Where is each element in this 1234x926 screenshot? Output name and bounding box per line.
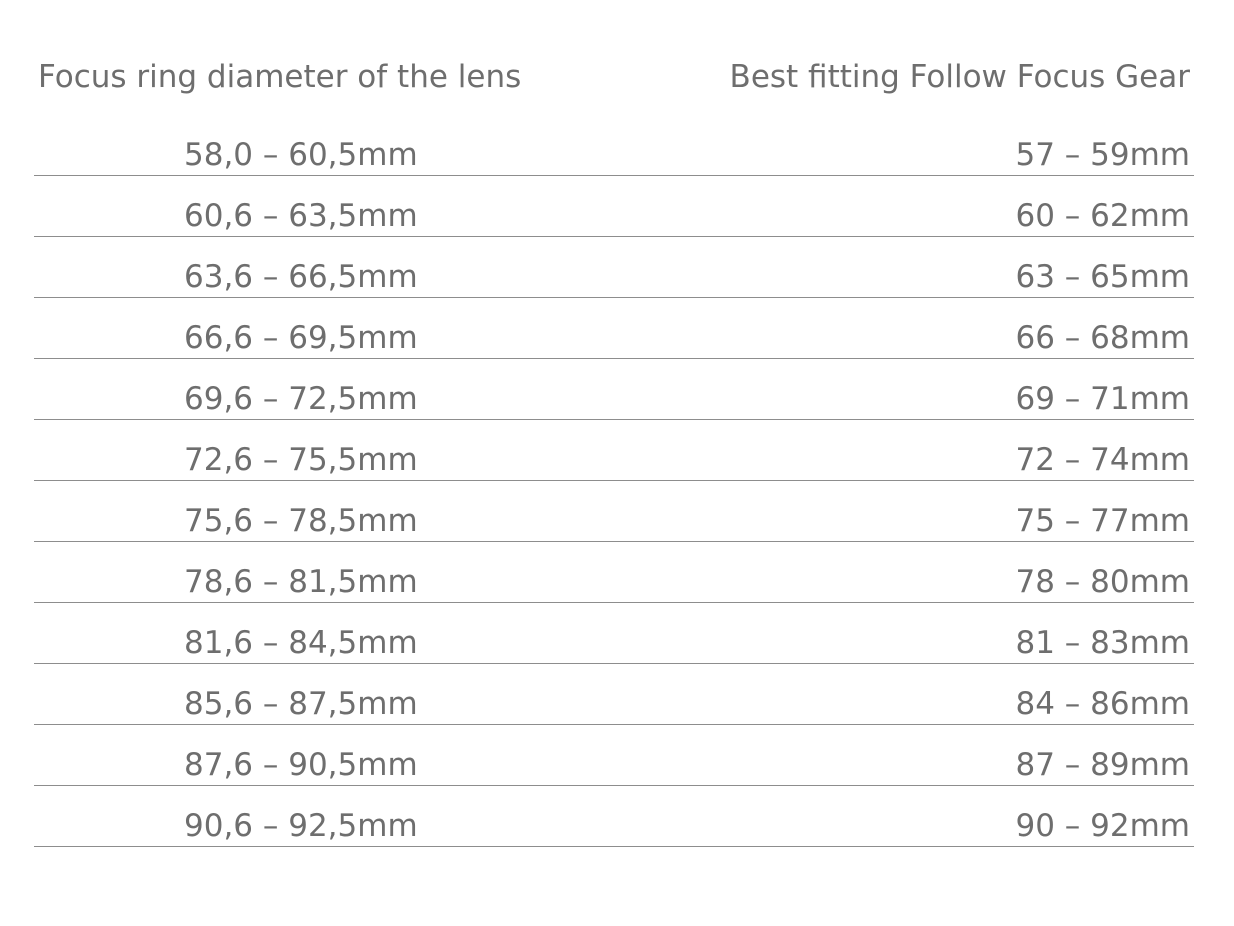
table-row — [34, 481, 1194, 542]
table-row — [34, 603, 1194, 664]
cell-lens-diameter — [34, 298, 626, 359]
gear-size-text: 57 – 59mm — [1015, 136, 1190, 173]
cell-gear-size — [626, 786, 1194, 847]
table-row — [34, 664, 1194, 725]
gear-size-text: 81 – 83mm — [1015, 624, 1190, 661]
gear-size-text: 63 – 65mm — [1015, 258, 1190, 295]
table-row — [34, 176, 1194, 237]
cell-lens-diameter — [34, 542, 626, 603]
table-header — [34, 59, 1194, 115]
column-header-gear-size: Best fitting Follow Focus Gear — [729, 59, 1190, 95]
table-row — [34, 237, 1194, 298]
gear-size-text: 60 – 62mm — [1015, 197, 1190, 234]
gear-size-text: 84 – 86mm — [1015, 685, 1190, 722]
cell-gear-size — [626, 664, 1194, 725]
table-row — [34, 420, 1194, 481]
cell-lens-diameter — [34, 176, 626, 237]
gear-size-text: 90 – 92mm — [1015, 807, 1190, 844]
table-body — [34, 115, 1194, 847]
cell-gear-size — [626, 237, 1194, 298]
table-row — [34, 298, 1194, 359]
lens-diameter-text: 75,6 – 78,5mm — [184, 502, 418, 539]
cell-gear-size — [626, 725, 1194, 786]
lens-diameter-text: 90,6 – 92,5mm — [184, 807, 418, 844]
table-row — [34, 725, 1194, 786]
cell-lens-diameter — [34, 786, 626, 847]
lens-diameter-text: 85,6 – 87,5mm — [184, 685, 418, 722]
follow-focus-gear-size-table — [34, 59, 1194, 847]
table-row — [34, 542, 1194, 603]
table-row — [34, 115, 1194, 176]
cell-gear-size — [626, 176, 1194, 237]
cell-gear-size — [626, 420, 1194, 481]
column-header-lens-diameter: Focus ring diameter of the lens — [38, 59, 522, 95]
cell-lens-diameter — [34, 664, 626, 725]
cell-lens-diameter — [34, 481, 626, 542]
table-row — [34, 359, 1194, 420]
lens-diameter-text: 81,6 – 84,5mm — [184, 624, 418, 661]
cell-lens-diameter — [34, 237, 626, 298]
lens-diameter-text: 87,6 – 90,5mm — [184, 746, 418, 783]
gear-size-text: 87 – 89mm — [1015, 746, 1190, 783]
lens-diameter-text: 58,0 – 60,5mm — [184, 136, 418, 173]
table-header-row — [34, 62, 1194, 115]
table-row — [34, 786, 1194, 847]
cell-gear-size — [626, 298, 1194, 359]
lens-diameter-text: 60,6 – 63,5mm — [184, 197, 418, 234]
lens-diameter-text: 66,6 – 69,5mm — [184, 319, 418, 356]
cell-gear-size — [626, 481, 1194, 542]
lens-diameter-text: 69,6 – 72,5mm — [184, 380, 418, 417]
cell-gear-size — [626, 603, 1194, 664]
cell-lens-diameter — [34, 725, 626, 786]
cell-lens-diameter — [34, 420, 626, 481]
gear-size-text: 72 – 74mm — [1015, 441, 1190, 478]
cell-lens-diameter — [34, 603, 626, 664]
cell-gear-size — [626, 359, 1194, 420]
cell-gear-size — [626, 542, 1194, 603]
gear-size-text: 69 – 71mm — [1015, 380, 1190, 417]
lens-diameter-text: 72,6 – 75,5mm — [184, 441, 418, 478]
gear-size-text: 66 – 68mm — [1015, 319, 1190, 356]
gear-size-text: 78 – 80mm — [1015, 563, 1190, 600]
lens-diameter-text: 78,6 – 81,5mm — [184, 563, 418, 600]
lens-diameter-text: 63,6 – 66,5mm — [184, 258, 418, 295]
gear-size-text: 75 – 77mm — [1015, 502, 1190, 539]
cell-gear-size — [626, 115, 1194, 176]
cell-lens-diameter — [34, 115, 626, 176]
cell-lens-diameter — [34, 359, 626, 420]
